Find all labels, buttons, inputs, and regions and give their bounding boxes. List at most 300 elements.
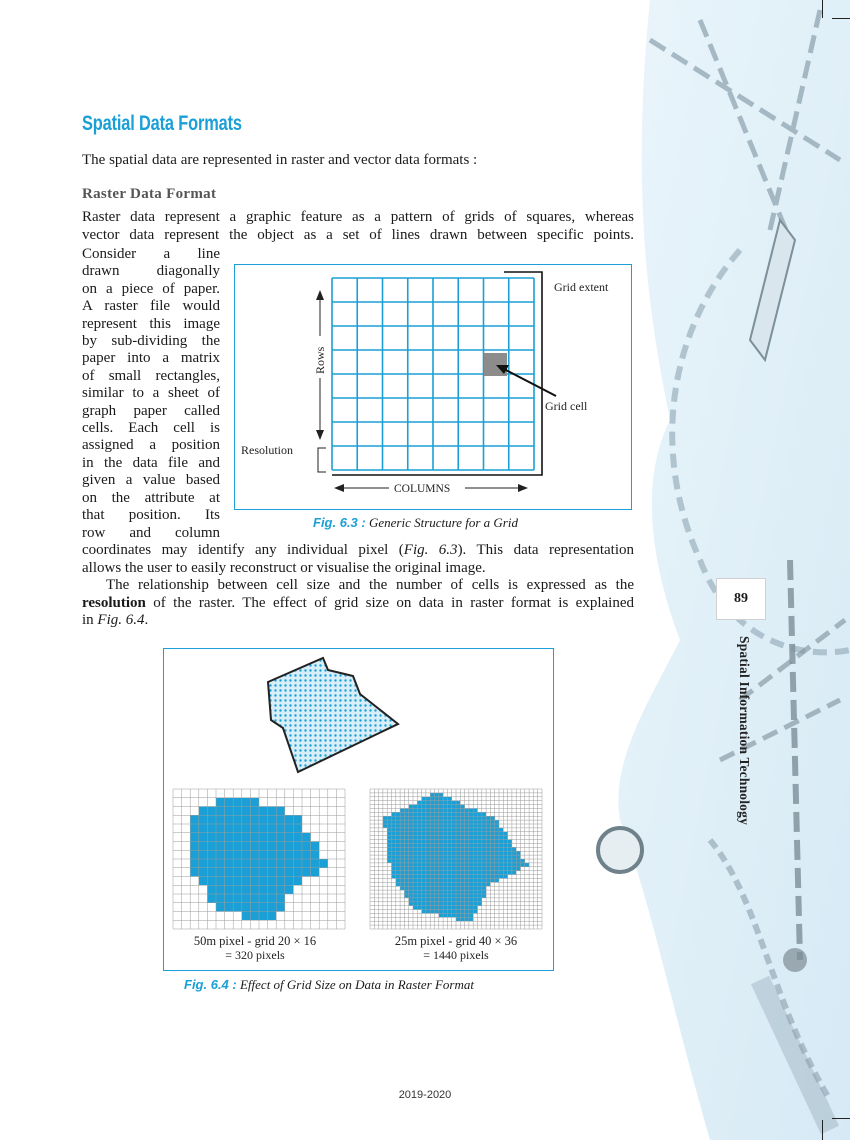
right-raster-filled-pixel xyxy=(482,855,486,859)
left-raster-filled-pixel xyxy=(242,824,251,833)
right-raster-filled-pixel xyxy=(392,824,396,828)
paragraph-wrapped-text xyxy=(82,246,220,542)
right-raster-filled-pixel xyxy=(465,828,469,832)
right-raster-filled-pixel xyxy=(460,843,464,847)
right-raster-filled-pixel xyxy=(452,890,456,894)
left-raster-filled-pixel xyxy=(259,824,268,833)
right-raster-filled-pixel xyxy=(426,840,430,844)
right-raster-filled-pixel xyxy=(435,894,439,898)
right-raster-filled-pixel xyxy=(469,843,473,847)
left-raster-filled-pixel xyxy=(268,912,277,921)
left-raster-filled-pixel xyxy=(233,868,242,877)
right-raster-filled-pixel xyxy=(512,859,516,863)
right-raster-filled-pixel xyxy=(404,875,408,879)
right-raster-filled-pixel xyxy=(456,902,460,906)
right-raster-filled-pixel xyxy=(422,859,426,863)
right-raster-filled-pixel xyxy=(495,840,499,844)
right-raster-filled-pixel xyxy=(443,902,447,906)
left-raster-filled-pixel xyxy=(259,903,268,912)
right-raster-filled-pixel xyxy=(490,847,494,851)
right-raster-filled-pixel xyxy=(478,875,482,879)
right-raster-filled-pixel xyxy=(409,808,413,812)
right-raster-filled-pixel xyxy=(495,855,499,859)
right-raster-filled-pixel xyxy=(430,808,434,812)
right-raster-filled-pixel xyxy=(482,816,486,820)
right-raster-filled-pixel xyxy=(396,878,400,882)
right-raster-filled-pixel xyxy=(443,836,447,840)
right-raster-filled-pixel xyxy=(478,816,482,820)
right-raster-filled-pixel xyxy=(456,890,460,894)
right-raster-filled-pixel xyxy=(430,816,434,820)
text-line: paper into a matrix xyxy=(82,350,220,367)
right-raster-filled-pixel xyxy=(422,812,426,816)
right-raster-filled-pixel xyxy=(473,910,477,914)
right-raster-filled-pixel xyxy=(439,828,443,832)
right-raster-filled-pixel xyxy=(430,855,434,859)
right-raster-filled-pixel xyxy=(422,797,426,801)
right-raster-filled-pixel xyxy=(478,902,482,906)
right-raster-filled-pixel xyxy=(456,805,460,809)
right-raster-filled-pixel xyxy=(469,875,473,879)
left-raster-filled-pixel xyxy=(225,903,234,912)
left-raster-filled-pixel xyxy=(250,815,259,824)
right-raster-filled-pixel xyxy=(400,824,404,828)
right-raster-filled-pixel xyxy=(460,824,464,828)
right-raster-filled-pixel xyxy=(426,867,430,871)
right-raster-filled-pixel xyxy=(452,906,456,910)
right-raster-filled-pixel xyxy=(422,875,426,879)
right-raster-filled-pixel xyxy=(490,828,494,832)
right-raster-filled-pixel xyxy=(469,847,473,851)
right-raster-filled-pixel xyxy=(490,855,494,859)
right-raster-filled-pixel xyxy=(465,812,469,816)
right-raster-filled-pixel xyxy=(439,855,443,859)
right-raster-filled-pixel xyxy=(392,855,396,859)
right-raster-filled-pixel xyxy=(486,871,490,875)
right-raster-filled-pixel xyxy=(503,875,507,879)
right-raster-filled-pixel xyxy=(404,882,408,886)
left-raster-filled-pixel xyxy=(250,868,259,877)
right-raster-filled-pixel xyxy=(426,886,430,890)
right-raster-filled-pixel xyxy=(447,859,451,863)
left-raster-filled-pixel xyxy=(225,815,234,824)
left-raster-filled-pixel xyxy=(302,833,311,842)
right-raster-filled-pixel xyxy=(400,867,404,871)
right-raster-filled-pixel xyxy=(447,878,451,882)
grid-cell-label: Grid cell xyxy=(545,399,588,413)
rows-arrow-head-down xyxy=(316,430,324,440)
left-raster-filled-pixel xyxy=(311,842,320,851)
right-raster-filled-pixel xyxy=(404,863,408,867)
right-raster-filled-pixel xyxy=(426,859,430,863)
right-raster-filled-pixel xyxy=(482,824,486,828)
right-raster-filled-pixel xyxy=(521,863,525,867)
right-raster-filled-pixel xyxy=(452,886,456,890)
right-raster-filled-pixel xyxy=(426,836,430,840)
left-raster-filled-pixel xyxy=(293,877,302,886)
right-raster-filled-pixel xyxy=(396,851,400,855)
left-raster-filled-pixel xyxy=(225,868,234,877)
text-line: row and column xyxy=(82,524,220,541)
right-raster-filled-pixel xyxy=(435,801,439,805)
right-raster-filled-pixel xyxy=(435,898,439,902)
right-raster-filled-pixel xyxy=(460,805,464,809)
right-raster-filled-pixel xyxy=(430,836,434,840)
right-raster-filled-pixel xyxy=(400,812,404,816)
right-raster-filled-pixel xyxy=(417,890,421,894)
right-raster-filled-pixel xyxy=(508,867,512,871)
right-raster-filled-pixel xyxy=(400,863,404,867)
right-raster-filled-pixel xyxy=(400,878,404,882)
right-raster-filled-pixel xyxy=(439,902,443,906)
caption-text: Generic Structure for a Grid xyxy=(365,515,518,530)
left-raster-filled-pixel xyxy=(285,824,294,833)
right-raster-filled-pixel xyxy=(465,906,469,910)
right-raster-filled-pixel xyxy=(426,906,430,910)
right-raster-filled-pixel xyxy=(447,910,451,914)
left-raster-filled-pixel xyxy=(216,842,225,851)
left-raster-filled-pixel xyxy=(311,859,320,868)
right-raster-filled-pixel xyxy=(426,875,430,879)
right-raster-filled-pixel xyxy=(478,840,482,844)
right-raster-filled-pixel xyxy=(417,863,421,867)
right-raster-filled-pixel xyxy=(503,867,507,871)
right-raster-filled-pixel xyxy=(422,851,426,855)
right-raster-filled-pixel xyxy=(426,816,430,820)
right-raster-filled-pixel xyxy=(516,863,520,867)
right-raster-filled-pixel xyxy=(404,851,408,855)
right-raster-filled-pixel xyxy=(478,890,482,894)
rows-label: Rows xyxy=(313,346,327,374)
right-raster-filled-pixel xyxy=(409,843,413,847)
right-raster-filled-pixel xyxy=(473,812,477,816)
right-raster-filled-pixel xyxy=(456,906,460,910)
left-raster-filled-pixel xyxy=(259,850,268,859)
right-raster-filled-pixel xyxy=(486,882,490,886)
right-raster-filled-pixel xyxy=(439,847,443,851)
right-raster-filled-pixel xyxy=(396,816,400,820)
page-number: 89 xyxy=(716,578,766,620)
right-raster-filled-pixel xyxy=(452,820,456,824)
right-raster-filled-pixel xyxy=(413,843,417,847)
right-raster-filled-pixel xyxy=(443,828,447,832)
left-raster-filled-pixel xyxy=(285,859,294,868)
right-raster-filled-pixel xyxy=(447,820,451,824)
right-raster-filled-pixel xyxy=(482,878,486,882)
right-raster-filled-pixel xyxy=(396,859,400,863)
right-raster-filled-pixel xyxy=(413,902,417,906)
right-raster-filled-pixel xyxy=(512,863,516,867)
right-raster-filled-pixel xyxy=(422,890,426,894)
right-raster-filled-pixel xyxy=(422,832,426,836)
right-raster-filled-pixel xyxy=(430,805,434,809)
left-raster-filled-pixel xyxy=(276,859,285,868)
right-raster-filled-pixel xyxy=(482,882,486,886)
left-raster-filled-pixel xyxy=(276,894,285,903)
right-raster-filled-pixel xyxy=(478,886,482,890)
grid-cell-pointer xyxy=(502,368,556,396)
right-raster-filled-pixel xyxy=(452,847,456,851)
right-raster-filled-pixel xyxy=(486,878,490,882)
right-raster-filled-pixel xyxy=(482,843,486,847)
left-raster-filled-pixel xyxy=(276,903,285,912)
right-raster-filled-pixel xyxy=(486,832,490,836)
right-raster-filled-pixel xyxy=(521,859,525,863)
right-raster-filled-pixel xyxy=(478,851,482,855)
right-raster-filled-pixel xyxy=(392,840,396,844)
left-raster-filled-pixel xyxy=(190,868,199,877)
right-raster-filled-pixel xyxy=(435,867,439,871)
right-raster-filled-pixel xyxy=(503,855,507,859)
right-raster-filled-pixel xyxy=(435,871,439,875)
right-raster-filled-pixel xyxy=(443,840,447,844)
right-raster-filled-pixel xyxy=(469,820,473,824)
right-raster-filled-pixel xyxy=(443,878,447,882)
resolution-bracket xyxy=(318,448,326,472)
right-raster-filled-pixel xyxy=(430,882,434,886)
right-raster-filled-pixel xyxy=(469,871,473,875)
right-raster-filled-pixel xyxy=(392,836,396,840)
right-raster-filled-pixel xyxy=(404,871,408,875)
right-raster-filled-pixel xyxy=(387,855,391,859)
right-raster-filled-pixel xyxy=(400,882,404,886)
right-raster-filled-pixel xyxy=(400,828,404,832)
right-raster-filled-pixel xyxy=(503,859,507,863)
right-raster-filled-pixel xyxy=(426,898,430,902)
right-raster-filled-pixel xyxy=(426,882,430,886)
left-raster-filled-pixel xyxy=(276,833,285,842)
right-raster-filled-pixel xyxy=(452,910,456,914)
right-raster-filled-pixel xyxy=(439,836,443,840)
left-raster-filled-pixel xyxy=(225,877,234,886)
right-raster-filled-pixel xyxy=(392,875,396,879)
right-raster-filled-pixel xyxy=(460,882,464,886)
right-raster-filled-pixel xyxy=(508,847,512,851)
left-raster-filled-pixel xyxy=(293,824,302,833)
left-raster-filled-pixel xyxy=(242,807,251,816)
right-raster-filled-pixel xyxy=(404,859,408,863)
text-line: assigned a position xyxy=(82,437,220,454)
right-raster-filled-pixel xyxy=(404,808,408,812)
right-raster-filled-pixel xyxy=(460,836,464,840)
right-raster-filled-pixel xyxy=(452,816,456,820)
right-raster-filled-pixel xyxy=(435,863,439,867)
right-raster-filled-pixel xyxy=(495,867,499,871)
right-raster-filled-pixel xyxy=(490,875,494,879)
right-raster-filled-pixel xyxy=(422,808,426,812)
right-raster-filled-pixel xyxy=(473,890,477,894)
right-raster-filled-pixel xyxy=(422,867,426,871)
right-raster-filled-pixel xyxy=(482,820,486,824)
right-raster-filled-pixel xyxy=(473,855,477,859)
right-raster-filled-pixel xyxy=(460,808,464,812)
right-raster-filled-pixel xyxy=(422,855,426,859)
right-raster-filled-pixel xyxy=(516,851,520,855)
right-raster-filled-pixel xyxy=(469,816,473,820)
right-raster-filled-pixel xyxy=(490,871,494,875)
right-raster-filled-pixel xyxy=(426,847,430,851)
text-line: coordinates may identify any individual pixel (Fig. 6.3). This data representation xyxy=(82,542,634,558)
right-raster-filled-pixel xyxy=(443,910,447,914)
right-raster-filled-pixel xyxy=(426,902,430,906)
text-line: of small rectangles, xyxy=(82,367,220,384)
right-raster-filled-pixel xyxy=(396,812,400,816)
right-raster-filled-pixel xyxy=(400,875,404,879)
right-raster-filled-pixel xyxy=(435,816,439,820)
right-raster-filled-pixel xyxy=(465,824,469,828)
right-raster-filled-pixel xyxy=(465,875,469,879)
right-raster-filled-pixel xyxy=(460,847,464,851)
right-raster-filled-pixel xyxy=(447,906,451,910)
right-raster-filled-pixel xyxy=(452,855,456,859)
right-raster-filled-pixel xyxy=(422,820,426,824)
footer-year: 2019-2020 xyxy=(398,1089,452,1101)
right-raster-filled-pixel xyxy=(495,859,499,863)
right-raster-filled-pixel xyxy=(456,840,460,844)
right-raster-filled-pixel xyxy=(495,863,499,867)
right-raster-filled-pixel xyxy=(473,808,477,812)
right-raster-filled-pixel xyxy=(495,875,499,879)
right-raster-filled-pixel xyxy=(443,894,447,898)
right-raster-filled-pixel xyxy=(413,859,417,863)
right-raster-filled-pixel xyxy=(452,859,456,863)
left-raster-filled-pixel xyxy=(268,850,277,859)
right-raster-filled-pixel xyxy=(465,832,469,836)
right-raster-filled-pixel xyxy=(469,917,473,921)
right-raster-filled-pixel xyxy=(417,801,421,805)
right-raster-filled-pixel xyxy=(439,882,443,886)
right-raster-filled-pixel xyxy=(452,832,456,836)
right-raster-filled-pixel xyxy=(426,851,430,855)
right-raster-filled-pixel xyxy=(452,894,456,898)
right-raster-filled-pixel xyxy=(439,843,443,847)
right-raster-filled-pixel xyxy=(443,820,447,824)
right-raster-filled-pixel xyxy=(430,812,434,816)
right-raster-filled-pixel xyxy=(452,805,456,809)
figure-6-4-caption xyxy=(184,977,474,993)
right-raster-filled-pixel xyxy=(392,832,396,836)
figure-6-3-grid-diagram xyxy=(234,264,632,510)
right-raster-filled-pixel xyxy=(508,843,512,847)
right-raster-filled-pixel xyxy=(417,847,421,851)
right-raster-filled-pixel xyxy=(482,886,486,890)
left-raster-filled-pixel xyxy=(293,859,302,868)
right-raster-filled-pixel xyxy=(409,886,413,890)
left-raster-filled-pixel xyxy=(242,842,251,851)
right-raster-filled-pixel xyxy=(499,832,503,836)
right-raster-filled-pixel xyxy=(478,878,482,882)
right-raster-filled-pixel xyxy=(392,851,396,855)
right-raster-filled-pixel xyxy=(413,820,417,824)
right-raster-filled-pixel xyxy=(413,898,417,902)
right-raster-filled-pixel xyxy=(486,875,490,879)
right-raster-filled-pixel xyxy=(495,820,499,824)
right-raster-filled-pixel xyxy=(447,847,451,851)
left-raster-filled-pixel xyxy=(311,868,320,877)
left-raster-filled-pixel xyxy=(242,798,251,807)
right-raster-filled-pixel xyxy=(430,906,434,910)
right-raster-filled-pixel xyxy=(417,878,421,882)
right-raster-filled-pixel xyxy=(422,894,426,898)
right-raster-filled-pixel xyxy=(478,894,482,898)
right-raster-filled-pixel xyxy=(499,851,503,855)
right-raster-filled-pixel xyxy=(396,843,400,847)
right-raster-filled-pixel xyxy=(417,886,421,890)
text-line: drawn diagonally xyxy=(82,263,220,280)
right-raster-filled-pixel xyxy=(452,824,456,828)
right-raster-filled-pixel xyxy=(460,828,464,832)
right-raster-filled-pixel xyxy=(426,910,430,914)
columns-arrow-head-left xyxy=(334,484,344,492)
right-raster-filled-pixel xyxy=(400,820,404,824)
left-grid-label-line1: 50m pixel - grid 20 × 16 xyxy=(193,934,317,948)
left-raster-filled-pixel xyxy=(276,850,285,859)
right-raster-filled-pixel xyxy=(396,820,400,824)
right-raster-filled-pixel xyxy=(383,816,387,820)
left-raster-filled-pixel xyxy=(190,815,199,824)
right-raster-filled-pixel xyxy=(392,843,396,847)
right-raster-filled-pixel xyxy=(430,843,434,847)
right-raster-filled-pixel xyxy=(478,820,482,824)
left-raster-filled-pixel xyxy=(276,868,285,877)
right-raster-filled-pixel xyxy=(495,832,499,836)
right-raster-filled-pixel xyxy=(435,902,439,906)
right-raster-filled-pixel xyxy=(443,863,447,867)
right-raster-filled-pixel xyxy=(426,843,430,847)
left-raster-filled-pixel xyxy=(233,877,242,886)
right-raster-filled-pixel xyxy=(478,832,482,836)
crop-mark xyxy=(832,1118,850,1119)
right-raster-filled-pixel xyxy=(396,828,400,832)
right-raster-filled-pixel xyxy=(430,902,434,906)
right-raster-filled-pixel xyxy=(456,863,460,867)
right-raster-filled-pixel xyxy=(499,836,503,840)
right-raster-filled-pixel xyxy=(473,847,477,851)
right-raster-filled-pixel xyxy=(452,828,456,832)
right-raster-filled-pixel xyxy=(413,847,417,851)
right-raster-filled-pixel xyxy=(443,801,447,805)
right-raster-filled-pixel xyxy=(465,894,469,898)
left-raster-filled-pixel xyxy=(216,815,225,824)
right-raster-filled-pixel xyxy=(465,816,469,820)
right-raster-filled-pixel xyxy=(456,875,460,879)
figure-6-3-caption xyxy=(313,515,518,531)
right-raster-filled-pixel xyxy=(426,801,430,805)
section-title: Spatial Data Formats xyxy=(82,112,242,135)
right-raster-filled-pixel xyxy=(447,855,451,859)
right-raster-filled-pixel xyxy=(443,859,447,863)
right-raster-filled-pixel xyxy=(443,886,447,890)
left-raster-filled-pixel xyxy=(250,877,259,886)
right-raster-filled-pixel xyxy=(465,847,469,851)
right-raster-filled-pixel xyxy=(452,871,456,875)
right-raster-filled-pixel xyxy=(439,910,443,914)
right-raster-filled-pixel xyxy=(465,910,469,914)
left-raster-filled-pixel xyxy=(216,885,225,894)
text-line: Raster data represent a graphic feature as a pattern of grids of squares, whereas xyxy=(82,209,634,225)
left-raster-filled-pixel xyxy=(268,885,277,894)
left-raster-filled-pixel xyxy=(225,885,234,894)
right-raster-filled-pixel xyxy=(439,890,443,894)
right-raster-filled-pixel xyxy=(396,863,400,867)
right-raster-filled-pixel xyxy=(456,828,460,832)
right-raster-filled-pixel xyxy=(392,859,396,863)
right-raster-filled-pixel xyxy=(422,902,426,906)
right-raster-filled-pixel xyxy=(439,913,443,917)
right-raster-filled-pixel xyxy=(430,824,434,828)
right-raster-filled-pixel xyxy=(469,878,473,882)
left-raster-filled-pixel xyxy=(190,833,199,842)
